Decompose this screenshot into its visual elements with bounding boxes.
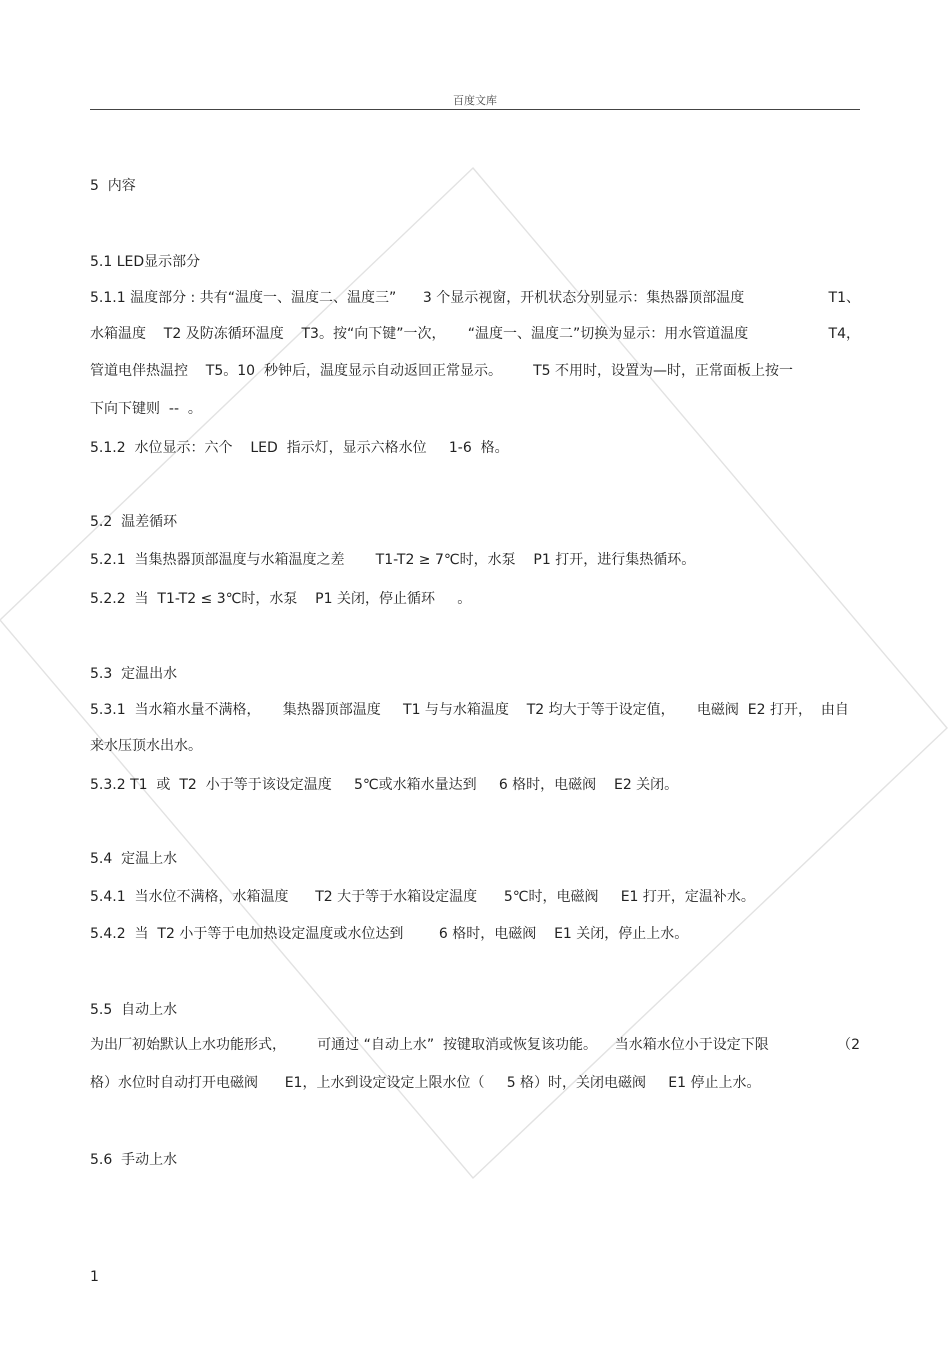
paragraph-5-1-1-line-1: 5.1.1 温度部分 : 共有“温度一、温度二、温度三” 3 个显示视窗，开机状态分别显示：集热器顶部温度 (90, 290, 745, 306)
paragraph-5-5-line-1: 为出厂初始默认上水功能形式， 可通过 “自动上水” 按键取消或恢复该功能。 当水箱水位小于设定下限 (90, 1037, 769, 1053)
paragraph-5-2-1: 5.2.1 当集热器顶部温度与水箱温度之差 T1-T2 ≥ 7℃时，水泵 P1 打开，进行集热循环。 (90, 552, 696, 568)
section-heading-5-4: 5.4 定温上水 (90, 851, 178, 867)
paragraph-5-2-2: 5.2.2 当 T1-T2 ≤ 3℃时，水泵 P1 关闭，停止循环 。 (90, 591, 472, 607)
paragraph-5-3-1-line-2: 来水压顶水出水。 (90, 738, 202, 754)
header-divider (90, 109, 860, 110)
section-heading-5-2: 5.2 温差循环 (90, 514, 178, 530)
paragraph-5-1-1-line-3: 管道电伴热温控 T5。10 秒钟后，温度显示自动返回正常显示。 T5 不用时，设置为—时，正常面板上按一 (90, 363, 794, 379)
paragraph-5-3-1-line-1: 5.3.1 当水箱水量不满格， 集热器顶部温度 T1 与与水箱温度 T2 均大于等于设定值， 电磁阀 E2 打开， 由自 (90, 702, 849, 718)
section-heading-5-3: 5.3 定温出水 (90, 666, 178, 682)
paragraph-5-1-1-line-4: 下向下键则 -- 。 (90, 401, 202, 417)
page-number: 1 (90, 1269, 99, 1285)
section-heading-5-5: 5.5 自动上水 (90, 1002, 178, 1018)
paragraph-5-1-1-line-1-end: T1、 (828, 290, 860, 306)
page-header: 百度文库 (453, 94, 497, 107)
section-heading-5: 5 内容 (90, 178, 136, 194)
paragraph-5-5-line-2: 格）水位时自动打开电磁阀 E1，上水到设定设定上限水位（ 5 格）时，关闭电磁阀 E1 停止上水。 (90, 1075, 761, 1091)
paragraph-5-4-2: 5.4.2 当 T2 小于等于电加热设定温度或水位达到 6 格时，电磁阀 E1 关闭，停止上水。 (90, 926, 689, 942)
paragraph-5-5-line-1-end: （2 (837, 1037, 860, 1053)
paragraph-5-1-1-line-2-end: T4， (828, 326, 860, 342)
section-heading-5-1: 5.1 LED显示部分 (90, 254, 201, 270)
paragraph-5-4-1: 5.4.1 当水位不满格，水箱温度 T2 大于等于水箱设定温度 5℃时，电磁阀 E1 打开，定温补水。 (90, 889, 755, 905)
paragraph-5-1-2: 5.1.2 水位显示：六个 LED 指示灯，显示六格水位 1-6 格。 (90, 440, 509, 456)
paragraph-5-3-2: 5.3.2 T1 或 T2 小于等于该设定温度 5℃或水箱水量达到 6 格时，电磁阀 E2 关闭。 (90, 777, 679, 793)
section-heading-5-6: 5.6 手动上水 (90, 1152, 178, 1168)
paragraph-5-1-1-line-2: 水箱温度 T2 及防冻循环温度 T3。按“向下键”一次， “温度一、温度二”切换为显示：用水管道温度 (90, 326, 749, 342)
